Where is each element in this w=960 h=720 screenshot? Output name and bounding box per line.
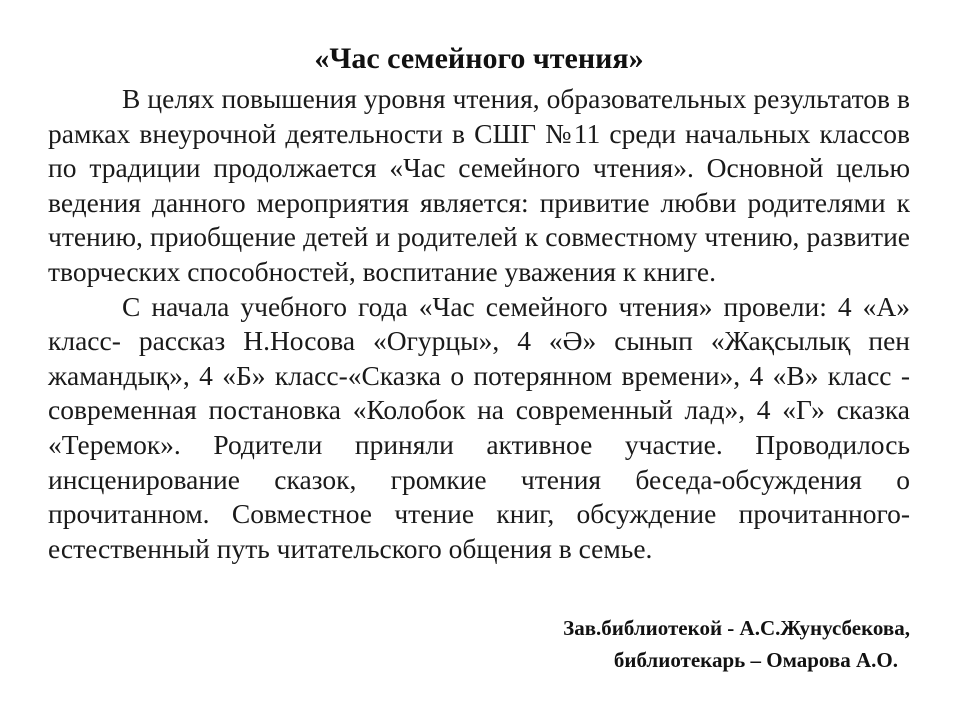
document-body — [48, 40, 910, 566]
signature-librarian-head: Зав.библиотекой - А.С.Жунусбекова, — [563, 616, 910, 640]
signature-block — [563, 612, 910, 676]
document-title: «Час семейного чтения» — [314, 42, 644, 75]
paragraph-1: В целях повышения уровня чтения, образовательных результатов в рамках внеурочной деятельности в СШГ №11 среди начальных классов по традиции продолжается «Час семейного чтения». Основной целью ведения данного мероприятия является: привитие любви родителями к чтению, приобщение детей и родителей к совместному чтению, развитие творческих способностей, воспитание уважения к книге. — [48, 83, 910, 287]
paragraph-2: С начала учебного года «Час семейного чтения» провели: 4 «А» класс- рассказ Н.Носова «Огурцы», 4 «Ә» сынып «Жақсылық пен жамандық», 4 «Б» класс-«Сказка о потерянном времени», 4 «В» класс - современная постановка «Колобок на современный лад», 4 «Г» сказка «Теремок». Родители приняли активное участие. Проводилось инсценирование сказок, громкие чтения беседа-обсуждения о прочитанном. Совместное чтение книг, обсуждение прочитанного-естественный путь читательского общения в семье. — [48, 290, 910, 564]
signature-librarian: библиотекарь – Омарова А.О. — [613, 648, 898, 672]
